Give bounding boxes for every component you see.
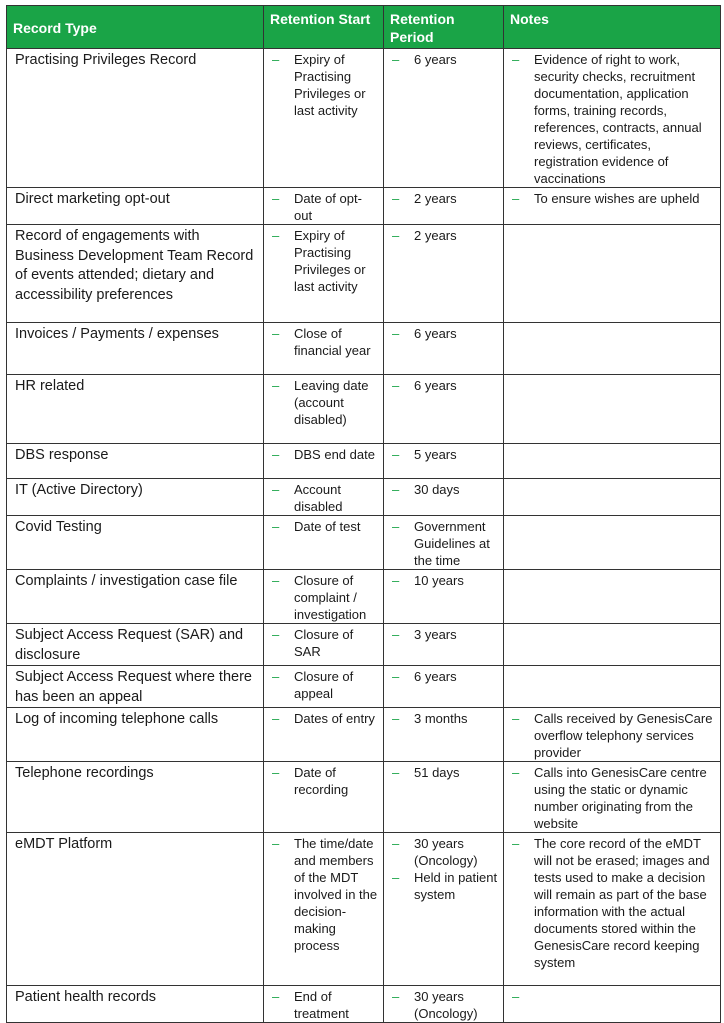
retention-start-item bbox=[272, 626, 379, 660]
notes-cell bbox=[504, 188, 721, 225]
retention-period-text: 6 years bbox=[414, 669, 457, 684]
retention-period-list bbox=[392, 626, 499, 643]
retention-period-list bbox=[392, 446, 499, 463]
retention-period-text: Held in patient system bbox=[414, 870, 498, 902]
notes-list bbox=[512, 835, 716, 971]
retention-start-list bbox=[272, 51, 379, 119]
dash-bullet: – bbox=[272, 836, 280, 851]
retention-start-list bbox=[272, 377, 379, 428]
retention-start-text: Close of financial year bbox=[294, 326, 371, 358]
retention-start-cell bbox=[264, 708, 384, 762]
retention-period-list bbox=[392, 325, 499, 342]
retention-period-item bbox=[392, 51, 499, 68]
dash-bullet: – bbox=[392, 765, 400, 780]
dash-bullet: – bbox=[272, 228, 280, 243]
table-row bbox=[7, 708, 721, 762]
dash-bullet: – bbox=[512, 836, 520, 851]
retention-period-list bbox=[392, 518, 499, 569]
retention-start-text: Closure of appeal bbox=[294, 669, 354, 701]
retention-start-text: DBS end date bbox=[294, 447, 375, 462]
retention-start-text: Closure of complaint / investigation bbox=[294, 573, 367, 622]
table-row bbox=[7, 516, 721, 570]
dash-bullet: – bbox=[392, 669, 400, 684]
dash-bullet: – bbox=[392, 519, 400, 534]
notes-cell bbox=[504, 708, 721, 762]
dash-bullet: – bbox=[272, 711, 280, 726]
record-type-cell: Telephone recordings bbox=[7, 762, 264, 833]
notes-text: Calls received by GenesisCare overflow telephony services provider bbox=[534, 711, 713, 760]
retention-start-item bbox=[272, 518, 379, 535]
notes-item bbox=[512, 190, 716, 207]
retention-start-list bbox=[272, 446, 379, 463]
notes-item bbox=[512, 835, 716, 971]
retention-start-cell bbox=[264, 986, 384, 1023]
retention-start-item bbox=[272, 481, 379, 515]
retention-period-text: 51 days bbox=[414, 765, 460, 780]
retention-start-list bbox=[272, 325, 379, 359]
retention-start-list bbox=[272, 518, 379, 535]
notes-cell bbox=[504, 833, 721, 986]
dash-bullet: – bbox=[512, 989, 520, 1004]
table-row bbox=[7, 624, 721, 666]
retention-period-text: 30 days bbox=[414, 482, 460, 497]
retention-start-cell bbox=[264, 323, 384, 375]
dash-bullet: – bbox=[272, 378, 280, 393]
retention-period-list bbox=[392, 764, 499, 781]
retention-start-text: Leaving date (account disabled) bbox=[294, 378, 369, 427]
retention-start-item bbox=[272, 572, 379, 623]
retention-period-text: 2 years bbox=[414, 228, 457, 243]
retention-start-cell bbox=[264, 762, 384, 833]
retention-start-list bbox=[272, 227, 379, 295]
retention-period-text: 6 years bbox=[414, 378, 457, 393]
retention-period-item bbox=[392, 325, 499, 342]
retention-start-item bbox=[272, 668, 379, 702]
table-row bbox=[7, 570, 721, 624]
retention-period-item bbox=[392, 710, 499, 727]
retention-period-cell bbox=[384, 49, 504, 188]
retention-period-item bbox=[392, 835, 499, 869]
retention-start-item bbox=[272, 988, 379, 1022]
retention-start-cell bbox=[264, 225, 384, 323]
retention-period-cell bbox=[384, 479, 504, 516]
retention-period-list bbox=[392, 668, 499, 685]
retention-period-list bbox=[392, 481, 499, 498]
notes-cell bbox=[504, 986, 721, 1023]
retention-start-cell bbox=[264, 375, 384, 444]
table-row bbox=[7, 762, 721, 833]
header-record-type: Record Type bbox=[7, 6, 264, 49]
retention-period-item bbox=[392, 446, 499, 463]
header-retention-period: Retention Period bbox=[384, 6, 504, 49]
retention-start-list bbox=[272, 626, 379, 660]
retention-period-list bbox=[392, 51, 499, 68]
dash-bullet: – bbox=[512, 711, 520, 726]
dash-bullet: – bbox=[392, 228, 400, 243]
record-type-cell: Practising Privileges Record bbox=[7, 49, 264, 188]
dash-bullet: – bbox=[272, 573, 280, 588]
dash-bullet: – bbox=[392, 482, 400, 497]
dash-bullet: – bbox=[272, 482, 280, 497]
retention-period-text: 3 years bbox=[414, 627, 457, 642]
retention-period-text: 10 years bbox=[414, 573, 464, 588]
retention-period-item bbox=[392, 227, 499, 244]
retention-start-cell bbox=[264, 666, 384, 708]
retention-start-item bbox=[272, 710, 379, 727]
retention-start-list bbox=[272, 835, 379, 954]
retention-start-item bbox=[272, 227, 379, 295]
retention-period-item bbox=[392, 626, 499, 643]
dash-bullet: – bbox=[392, 836, 400, 851]
header-notes: Notes bbox=[504, 6, 721, 49]
retention-start-list bbox=[272, 764, 379, 798]
retention-start-list bbox=[272, 481, 379, 515]
retention-start-cell bbox=[264, 49, 384, 188]
retention-start-item bbox=[272, 835, 379, 954]
record-type-cell: eMDT Platform bbox=[7, 833, 264, 986]
dash-bullet: – bbox=[392, 191, 400, 206]
notes-cell bbox=[504, 323, 721, 375]
record-type-cell: Complaints / investigation case file bbox=[7, 570, 264, 624]
table-row bbox=[7, 986, 721, 1023]
dash-bullet: – bbox=[392, 627, 400, 642]
notes-list bbox=[512, 764, 716, 832]
dash-bullet: – bbox=[272, 52, 280, 67]
retention-start-list bbox=[272, 710, 379, 727]
retention-start-text: The time/date and members of the MDT involved in the decision-making process bbox=[294, 836, 378, 953]
retention-period-cell bbox=[384, 570, 504, 624]
retention-period-cell bbox=[384, 708, 504, 762]
dash-bullet: – bbox=[392, 711, 400, 726]
retention-period-cell bbox=[384, 666, 504, 708]
retention-period-list bbox=[392, 835, 499, 903]
retention-period-cell bbox=[384, 833, 504, 986]
retention-period-cell bbox=[384, 986, 504, 1023]
notes-text: Calls into GenesisCare centre using the static or dynamic number originating from the website bbox=[534, 765, 707, 831]
table-row bbox=[7, 479, 721, 516]
table-row bbox=[7, 225, 721, 323]
record-type-cell: HR related bbox=[7, 375, 264, 444]
table-row bbox=[7, 188, 721, 225]
notes-list bbox=[512, 190, 716, 207]
retention-period-item bbox=[392, 764, 499, 781]
notes-cell bbox=[504, 479, 721, 516]
notes-item bbox=[512, 51, 716, 187]
retention-period-item bbox=[392, 481, 499, 498]
retention-start-list bbox=[272, 988, 379, 1022]
retention-period-cell bbox=[384, 762, 504, 833]
retention-start-cell bbox=[264, 188, 384, 225]
notes-cell bbox=[504, 49, 721, 188]
dash-bullet: – bbox=[392, 447, 400, 462]
notes-cell bbox=[504, 624, 721, 666]
retention-period-text: Government Guidelines at the time bbox=[414, 519, 490, 568]
record-type-cell: Direct marketing opt-out bbox=[7, 188, 264, 225]
retention-start-text: Closure of SAR bbox=[294, 627, 354, 659]
retention-start-text: Date of opt-out bbox=[294, 191, 362, 223]
retention-period-text: 30 years (Oncology) bbox=[414, 836, 478, 868]
retention-period-item bbox=[392, 988, 499, 1022]
retention-period-cell bbox=[384, 323, 504, 375]
retention-period-item bbox=[392, 377, 499, 394]
dash-bullet: – bbox=[272, 519, 280, 534]
record-type-cell: Subject Access Request where there has been an appeal bbox=[7, 666, 264, 708]
retention-period-list bbox=[392, 377, 499, 394]
retention-start-text: End of treatment bbox=[294, 989, 349, 1021]
notes-cell bbox=[504, 570, 721, 624]
retention-period-list bbox=[392, 190, 499, 207]
table-row bbox=[7, 49, 721, 188]
dash-bullet: – bbox=[272, 191, 280, 206]
retention-period-list bbox=[392, 710, 499, 727]
dash-bullet: – bbox=[392, 573, 400, 588]
retention-start-text: Account disabled bbox=[294, 482, 343, 514]
retention-start-item bbox=[272, 51, 379, 119]
dash-bullet: – bbox=[512, 52, 520, 67]
notes-cell bbox=[504, 516, 721, 570]
retention-table bbox=[6, 5, 721, 1023]
retention-start-text: Dates of entry bbox=[294, 711, 375, 726]
dash-bullet: – bbox=[512, 765, 520, 780]
retention-period-text: 5 years bbox=[414, 447, 457, 462]
dash-bullet: – bbox=[272, 765, 280, 780]
notes-cell bbox=[504, 666, 721, 708]
record-type-cell: Subject Access Request (SAR) and disclosure bbox=[7, 624, 264, 666]
retention-period-cell bbox=[384, 624, 504, 666]
retention-period-cell bbox=[384, 188, 504, 225]
retention-start-text: Date of test bbox=[294, 519, 361, 534]
retention-start-cell bbox=[264, 570, 384, 624]
dash-bullet: – bbox=[392, 870, 400, 885]
retention-period-list bbox=[392, 227, 499, 244]
notes-cell bbox=[504, 444, 721, 479]
retention-start-item bbox=[272, 446, 379, 463]
record-type-cell: DBS response bbox=[7, 444, 264, 479]
retention-start-list bbox=[272, 668, 379, 702]
retention-start-item bbox=[272, 377, 379, 428]
retention-period-cell bbox=[384, 375, 504, 444]
retention-period-list bbox=[392, 988, 499, 1022]
notes-cell bbox=[504, 762, 721, 833]
retention-period-text: 6 years bbox=[414, 326, 457, 341]
record-type-cell: Invoices / Payments / expenses bbox=[7, 323, 264, 375]
notes-cell bbox=[504, 375, 721, 444]
retention-period-cell bbox=[384, 444, 504, 479]
table-row bbox=[7, 323, 721, 375]
dash-bullet: – bbox=[392, 378, 400, 393]
retention-period-item bbox=[392, 668, 499, 685]
retention-start-cell bbox=[264, 833, 384, 986]
notes-cell bbox=[504, 225, 721, 323]
retention-period-cell bbox=[384, 516, 504, 570]
dash-bullet: – bbox=[392, 326, 400, 341]
dash-bullet: – bbox=[392, 989, 400, 1004]
retention-start-cell bbox=[264, 516, 384, 570]
header-row bbox=[7, 6, 721, 49]
notes-list bbox=[512, 51, 716, 187]
retention-start-cell bbox=[264, 444, 384, 479]
record-type-cell: IT (Active Directory) bbox=[7, 479, 264, 516]
notes-text: Evidence of right to work, security checks, recruitment documentation, application forms, training records, references, contracts, annual reviews, certificates, registration evidence of vaccinations bbox=[534, 52, 702, 186]
retention-start-text: Expiry of Practising Privileges or last activity bbox=[294, 228, 366, 294]
dash-bullet: – bbox=[272, 989, 280, 1004]
table-row bbox=[7, 375, 721, 444]
notes-text: The core record of the eMDT will not be erased; images and tests used to make a decision will remain as part of the base information with the actual documents stored within the GenesisCare record keeping system bbox=[534, 836, 710, 970]
retention-period-item bbox=[392, 869, 499, 903]
retention-start-cell bbox=[264, 479, 384, 516]
retention-period-list bbox=[392, 572, 499, 589]
header-retention-start: Retention Start bbox=[264, 6, 384, 49]
notes-item bbox=[512, 764, 716, 832]
record-type-cell: Covid Testing bbox=[7, 516, 264, 570]
dash-bullet: – bbox=[272, 627, 280, 642]
retention-start-item bbox=[272, 325, 379, 359]
retention-start-item bbox=[272, 190, 379, 224]
notes-text: To ensure wishes are upheld bbox=[534, 191, 700, 206]
dash-bullet: – bbox=[512, 191, 520, 206]
retention-start-item bbox=[272, 764, 379, 798]
record-type-cell: Log of incoming telephone calls bbox=[7, 708, 264, 762]
notes-item bbox=[512, 710, 716, 761]
record-type-cell: Patient health records bbox=[7, 986, 264, 1023]
table-row bbox=[7, 444, 721, 479]
record-type-cell: Record of engagements with Business Development Team Record of events attended; dietary and accessibility preferences bbox=[7, 225, 264, 323]
retention-start-list bbox=[272, 190, 379, 224]
retention-period-item bbox=[392, 190, 499, 207]
notes-list bbox=[512, 710, 716, 761]
retention-period-text: 2 years bbox=[414, 191, 457, 206]
retention-start-cell bbox=[264, 624, 384, 666]
retention-period-item bbox=[392, 572, 499, 589]
retention-start-list bbox=[272, 572, 379, 623]
retention-period-text: 6 years bbox=[414, 52, 457, 67]
dash-bullet: – bbox=[272, 669, 280, 684]
retention-start-text: Expiry of Practising Privileges or last activity bbox=[294, 52, 366, 118]
retention-start-text: Date of recording bbox=[294, 765, 349, 797]
dash-bullet: – bbox=[272, 447, 280, 462]
retention-period-item bbox=[392, 518, 499, 569]
retention-period-text: 30 years (Oncology) bbox=[414, 989, 478, 1021]
dash-bullet: – bbox=[272, 326, 280, 341]
dash-bullet: – bbox=[392, 52, 400, 67]
retention-period-text: 3 months bbox=[414, 711, 468, 726]
table-row bbox=[7, 666, 721, 708]
table-row bbox=[7, 833, 721, 986]
retention-period-cell bbox=[384, 225, 504, 323]
